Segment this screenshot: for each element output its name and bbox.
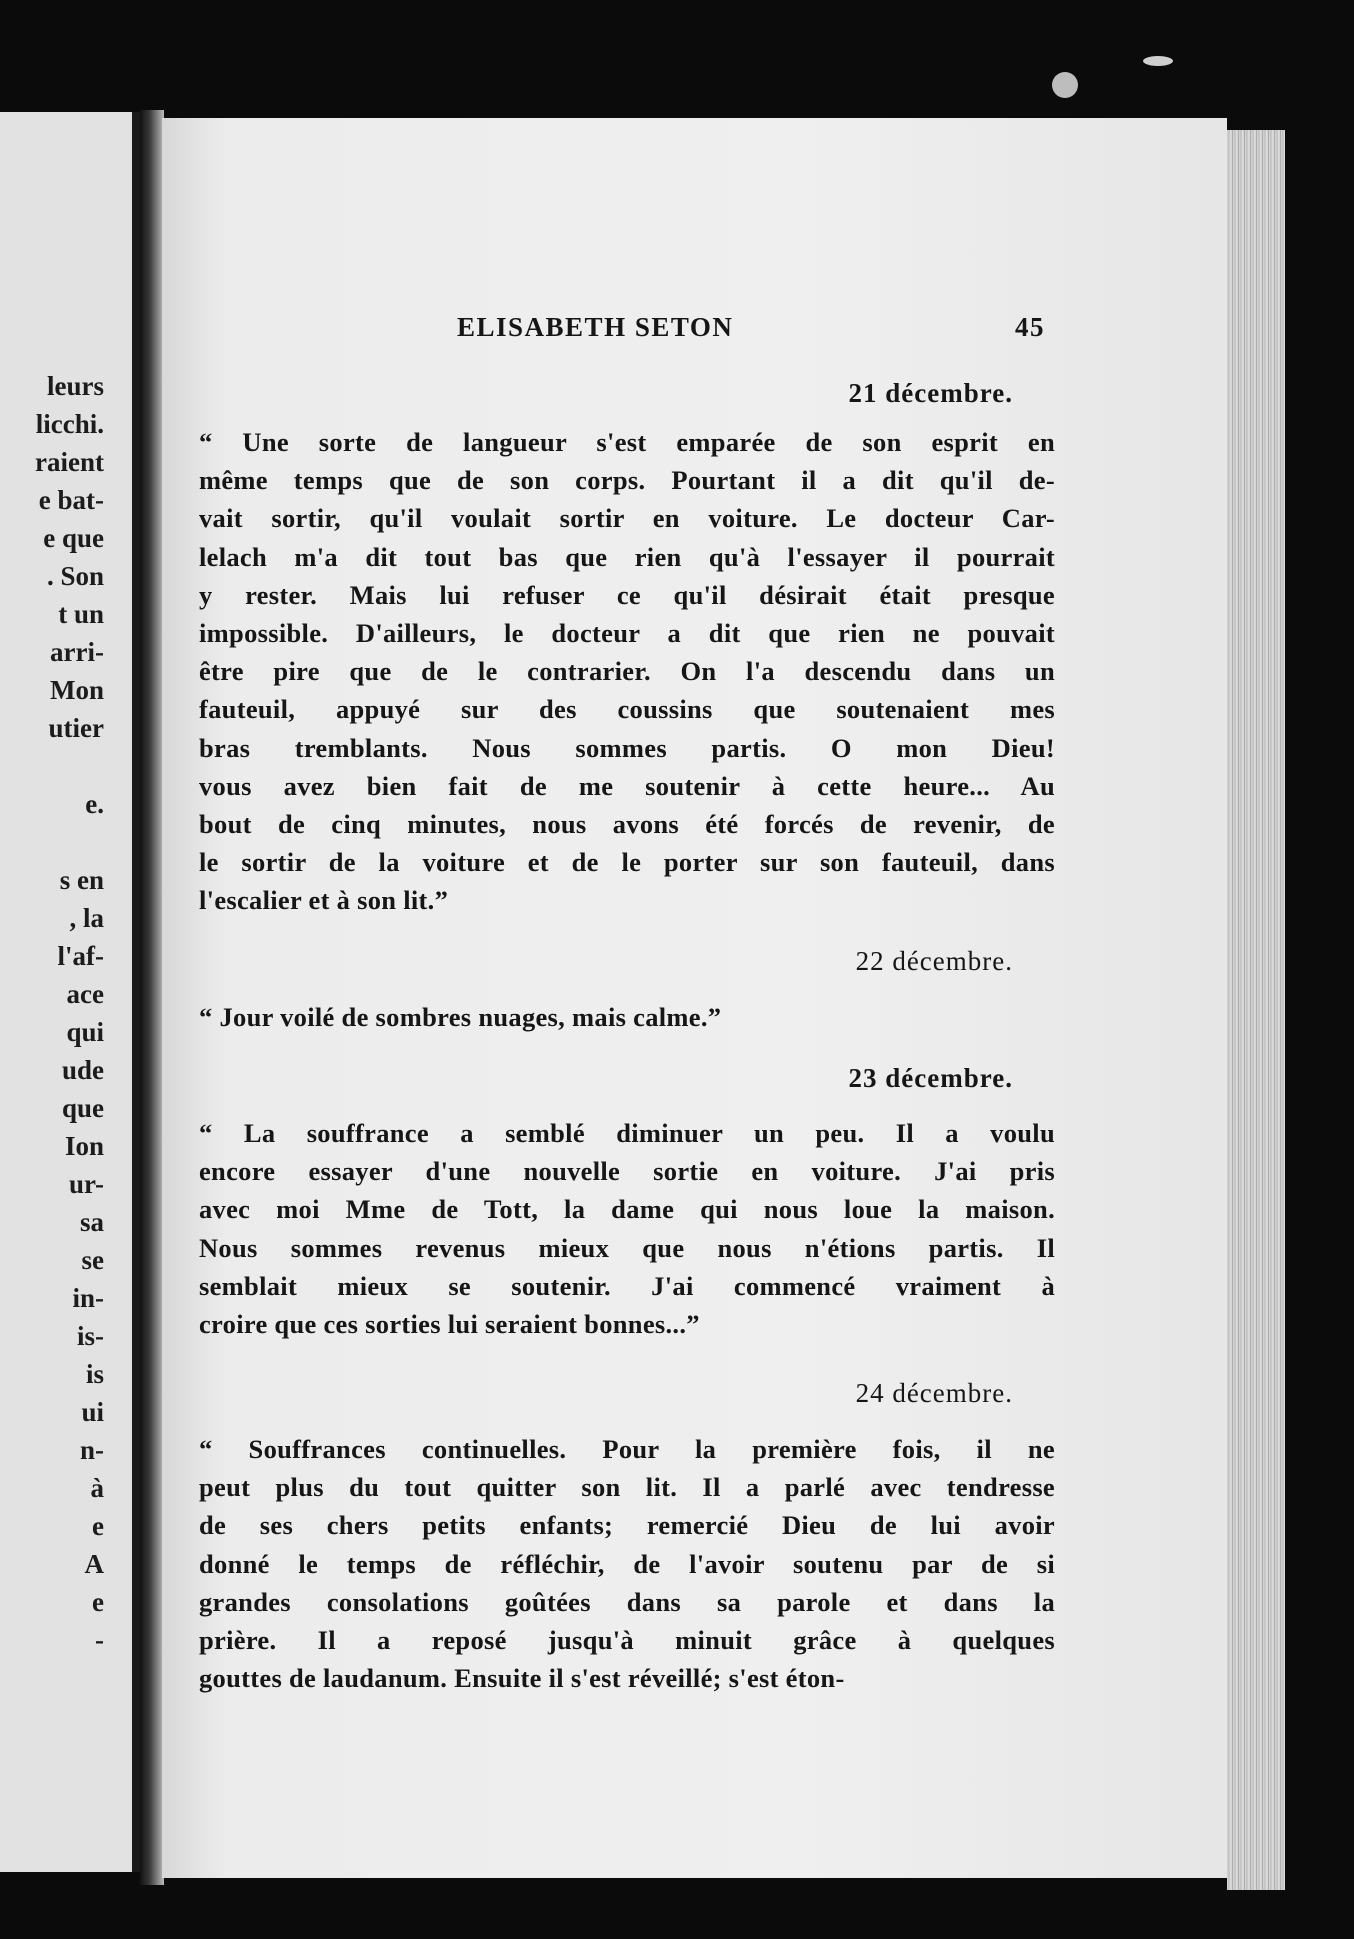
running-title: ELISABETH SETON — [457, 312, 734, 342]
scan-artifact — [1052, 72, 1078, 98]
facing-page-line: A — [84, 1549, 104, 1579]
text-line: “ Une sorte de langueur s'est emparée de son esprit en — [199, 427, 1055, 457]
facing-page-line: e bat- — [38, 485, 104, 515]
entry-date: 23 décembre. — [848, 1063, 1013, 1093]
text-line: peut plus du tout quitter son lit. Il a parlé avec tendresse — [199, 1472, 1055, 1503]
text-line: impossible. D'ailleurs, le docteur a dit que rien ne pouvait — [199, 618, 1055, 649]
facing-page-line — [35, 823, 104, 861]
entry-date: 24 décembre. — [855, 1378, 1013, 1408]
entry-paragraph — [199, 1430, 1055, 1697]
facing-page-left — [0, 112, 140, 1872]
facing-page-line: ude — [61, 1055, 104, 1085]
facing-page-line: - — [95, 1625, 104, 1655]
facing-page-line: raient — [35, 447, 104, 477]
text-line: vait sortir, qu'il voulait sortir en voiture. Le docteur Car- — [199, 503, 1055, 534]
text-line: “ Souffrances continuelles. Pour la première fois, il ne — [199, 1434, 1055, 1464]
facing-page-line: Mon — [50, 675, 104, 705]
running-header — [199, 312, 1055, 352]
text-line: encore essayer d'une nouvelle sortie en voiture. J'ai pris — [199, 1156, 1055, 1187]
facing-page-line: l'af- — [57, 941, 104, 971]
facing-page-line: qui — [66, 1017, 104, 1047]
facing-page-line — [35, 747, 104, 785]
facing-page-line: ui — [81, 1397, 104, 1427]
facing-page-line: . Son — [46, 561, 104, 591]
entry-paragraph — [199, 423, 1055, 920]
text-line: donné le temps de réfléchir, de l'avoir soutenu par de si — [199, 1548, 1055, 1579]
book-spine-shadow — [140, 110, 164, 1885]
entry-paragraph — [199, 1114, 1055, 1343]
text-line: Nous sommes revenus mieux que nous n'étions partis. Il — [199, 1232, 1055, 1263]
facing-page-line: in- — [72, 1283, 104, 1313]
facing-page-line: se — [81, 1245, 104, 1275]
facing-page-line: sa — [79, 1207, 104, 1237]
text-line: prière. Il a reposé jusqu'à minuit grâce à quelques — [199, 1625, 1055, 1656]
facing-page-line: Ion — [64, 1131, 104, 1161]
text-line: même temps que de son corps. Pourtant il a dit qu'il de- — [199, 465, 1055, 496]
facing-page-line: t un — [58, 599, 104, 629]
text-line: “ La souffrance a semblé diminuer un peu. Il a voulu — [199, 1118, 1055, 1148]
text-line: lelach m'a dit tout bas que rien qu'à l'essayer il pourrait — [199, 541, 1055, 572]
entry-paragraph — [199, 998, 1055, 1036]
facing-page-line: , la — [69, 903, 104, 933]
entry-date: 21 décembre. — [848, 378, 1013, 408]
facing-page-line: s en — [59, 865, 104, 895]
facing-page-line: leurs — [47, 371, 104, 401]
facing-page-line: que — [61, 1093, 104, 1123]
text-line: “ Jour voilé de sombres nuages, mais calme.” — [199, 1002, 722, 1032]
facing-page-line: arri- — [50, 637, 104, 667]
scan-artifact — [1143, 56, 1173, 66]
facing-page-line: e — [92, 1511, 104, 1541]
text-line: bras tremblants. Nous sommes partis. O mon Dieu! — [199, 732, 1055, 763]
facing-page-line: à — [90, 1473, 104, 1503]
page-number: 45 — [1015, 312, 1045, 342]
text-line: croire que ces sorties lui seraient bonnes...” — [199, 1309, 700, 1340]
text-line: l'escalier et à son lit.” — [199, 885, 449, 916]
facing-page-line: ace — [66, 979, 104, 1009]
facing-page-line: utier — [48, 713, 104, 743]
text-line: bout de cinq minutes, nous avons été forcés de revenir, de — [199, 809, 1055, 840]
text-line: avec moi Mme de Tott, la dame qui nous loue la maison. — [199, 1194, 1055, 1225]
text-line: grandes consolations goûtées dans sa parole et dans la — [199, 1586, 1055, 1617]
facing-page-line: licchi. — [35, 409, 104, 439]
page-edges — [1227, 130, 1285, 1890]
text-line: fauteuil, appuyé sur des coussins que soutenaient mes — [199, 694, 1055, 725]
text-line: être pire que de le contrarier. On l'a descendu dans un — [199, 656, 1055, 687]
facing-page-line: n- — [79, 1435, 104, 1465]
facing-page-line: is- — [77, 1321, 104, 1351]
text-line: vous avez bien fait de me soutenir à cette heure... Au — [199, 770, 1055, 801]
text-line: le sortir de la voiture et de le porter sur son fauteuil, dans — [199, 847, 1055, 878]
text-line: semblait mieux se soutenir. J'ai commencé vraiment à — [199, 1270, 1055, 1301]
text-line: gouttes de laudanum. Ensuite il s'est réveillé; s'est éton- — [199, 1663, 845, 1694]
facing-page-text — [35, 367, 104, 1659]
facing-page-line: is — [85, 1359, 104, 1389]
text-line: de ses chers petits enfants; remercié Dieu de lui avoir — [199, 1510, 1055, 1541]
facing-page-line: ur- — [69, 1169, 104, 1199]
facing-page-line: e — [92, 1587, 104, 1617]
entry-date: 22 décembre. — [855, 946, 1013, 976]
facing-page-line: e que — [43, 523, 104, 553]
facing-page-line: e. — [85, 789, 104, 819]
text-line: y rester. Mais lui refuser ce qu'il désirait était presque — [199, 579, 1055, 610]
